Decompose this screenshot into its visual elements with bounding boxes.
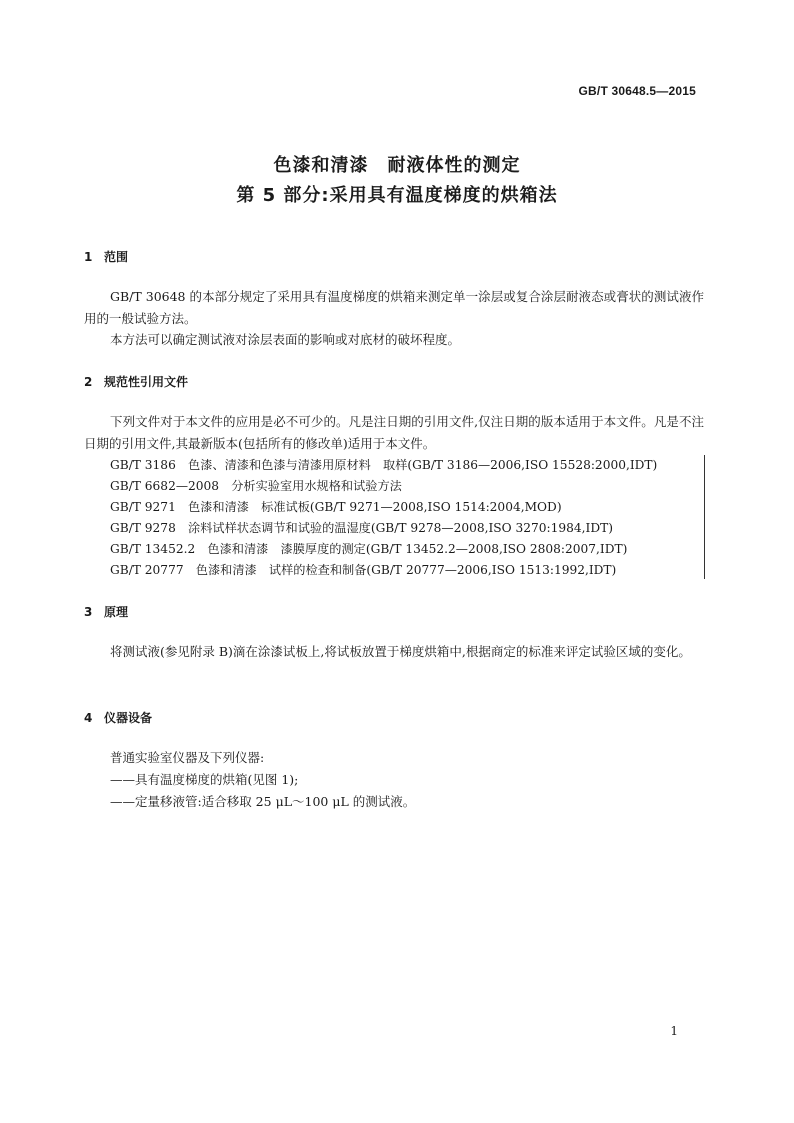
document-title-line1: 色漆和清漆 耐液体性的测定 — [273, 155, 521, 176]
principle-paragraph — [84, 641, 704, 663]
normative-intro — [84, 411, 704, 455]
section-number: 4 — [84, 711, 93, 725]
apparatus-list-item: ——定量移液管:适合移取 25 μL～100 μL 的测试液。 — [110, 794, 416, 809]
scope-paragraph-2: 本方法可以确定测试液对涂层表面的影响或对底材的破坏程度。 — [110, 332, 461, 347]
section-title: 原理 — [104, 605, 129, 619]
section-heading-apparatus — [84, 709, 152, 726]
page-number: 1 — [670, 1024, 678, 1038]
section-heading-normative — [84, 373, 188, 390]
document-title-line2: 第 5 部分:采用具有温度梯度的烘箱法 — [236, 185, 558, 206]
section-number: 1 — [84, 250, 93, 264]
reference-item: GB/T 6682—2008 分析实验室用水规格和试验方法 — [110, 479, 402, 493]
apparatus-intro: 普通实验室仪器及下列仪器: — [110, 750, 265, 765]
section-title: 范围 — [104, 250, 129, 264]
reference-item: GB/T 9278 涂料试样状态调节和试验的温湿度(GB/T 9278—2008,ISO 3270:1984,IDT) — [110, 521, 613, 535]
reference-item: GB/T 13452.2 色漆和清漆 漆膜厚度的测定(GB/T 13452.2—2008,ISO 2808:2007,IDT) — [110, 542, 628, 556]
scope-paragraph-1-text: GB/T 30648 的本部分规定了采用具有温度梯度的烘箱来测定单一涂层或复合涂层耐液态或膏状的测试液作用的一般试验方法。 — [84, 289, 704, 326]
section-title: 仪器设备 — [104, 711, 153, 725]
section-number: 3 — [84, 605, 93, 619]
reference-item: GB/T 3186 色漆、清漆和色漆与清漆用原材料 取样(GB/T 3186—2006,ISO 15528:2000,IDT) — [110, 458, 658, 472]
section-title: 规范性引用文件 — [104, 375, 189, 389]
apparatus-list-item: ——具有温度梯度的烘箱(见图 1); — [110, 772, 299, 787]
reference-item: GB/T 20777 色漆和清漆 试样的检查和制备(GB/T 20777—2006,ISO 1513:1992,IDT) — [110, 563, 617, 577]
reference-margin-bar — [704, 455, 705, 579]
section-heading-principle — [84, 603, 128, 620]
scope-paragraph-1 — [84, 286, 704, 330]
normative-intro-text: 下列文件对于本文件的应用是必不可少的。凡是注日期的引用文件,仅注日期的版本适用于本文件。凡是不注日期的引用文件,其最新版本(包括所有的修改单)适用于本文件。 — [84, 414, 704, 451]
section-heading-scope — [84, 248, 128, 265]
reference-item: GB/T 9271 色漆和清漆 标准试板(GB/T 9271—2008,ISO 1514:2004,MOD) — [110, 500, 562, 514]
section-number: 2 — [84, 375, 93, 389]
standard-code: GB/T 30648.5—2015 — [578, 84, 696, 98]
principle-paragraph-text: 将测试液(参见附录 B)滴在涂漆试板上,将试板放置于梯度烘箱中,根据商定的标准来评定试验区域的变化。 — [110, 644, 691, 659]
